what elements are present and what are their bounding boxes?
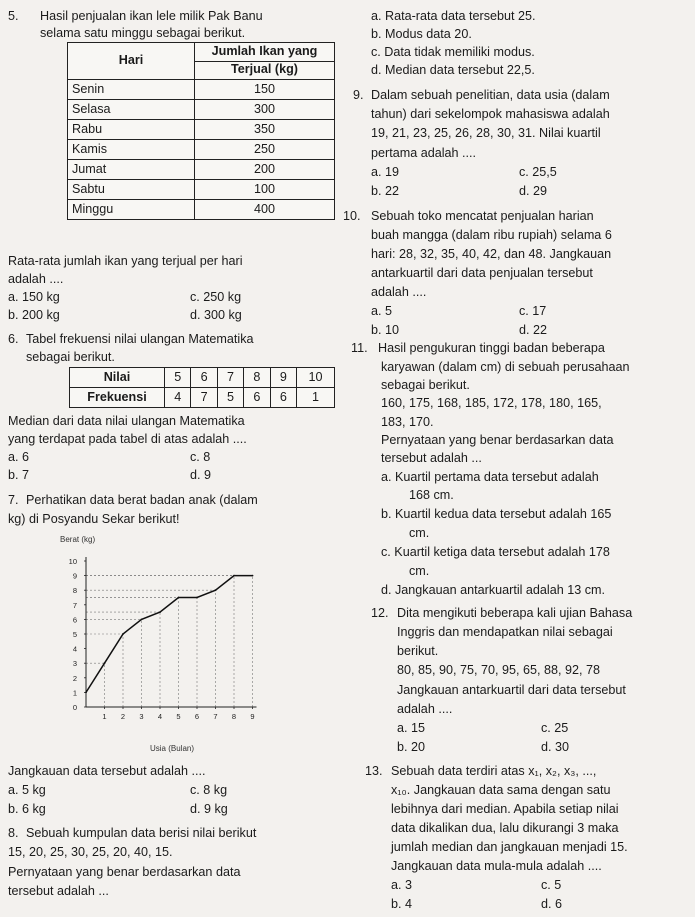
question-text: 19, 21, 23, 25, 26, 28, 30, 31. Nilai kuartil (371, 126, 601, 140)
table-cell: 7 (191, 388, 217, 408)
table-cell: 1 (297, 388, 335, 408)
option-d[interactable]: d. 6 (541, 897, 563, 911)
table-cell: 200 (195, 160, 335, 180)
option-c[interactable]: c. 25,5 (519, 165, 557, 179)
option-c[interactable]: c. 25 (541, 721, 569, 735)
y-tick-label: 2 (72, 673, 77, 683)
y-tick-label: 7 (72, 600, 77, 610)
table-cell: 6 (191, 368, 217, 388)
y-tick-label: 0 (72, 703, 77, 712)
question-number: 10. (343, 209, 361, 223)
option-a[interactable]: a. Rata-rata data tersebut 25. (371, 9, 536, 23)
table-row (70, 388, 335, 408)
question-number: 5. (8, 9, 19, 23)
table-cell: 9 (270, 368, 296, 388)
data-point (178, 597, 180, 599)
option-a[interactable]: a. 19 (371, 165, 400, 179)
option-c[interactable]: c. 250 kg (190, 290, 242, 304)
x-axis-label: Usia (Bulan) (150, 744, 195, 753)
table-header: Hari (68, 43, 195, 80)
option-b[interactable]: b. 10 (371, 323, 400, 337)
table-cell: 5 (217, 388, 243, 408)
question-text: lebihnya dari median. Apabila setiap nilai (391, 802, 619, 816)
y-tick-label: 9 (72, 571, 77, 581)
option-a-cont: 168 cm. (409, 488, 454, 502)
question-text: yang terdapat pada tabel di atas adalah .... (8, 432, 247, 446)
question-text: Pernyataan yang benar berdasarkan data (381, 433, 614, 447)
option-b[interactable]: b. 6 kg (8, 802, 46, 816)
option-c[interactable]: c. 8 kg (190, 783, 228, 797)
question-number: 11. (351, 341, 368, 355)
table-row (68, 160, 335, 180)
question-text: Jangkauan data tersebut adalah .... (8, 764, 206, 778)
data-point (215, 589, 217, 591)
table-cell: 6 (270, 388, 296, 408)
table-row (68, 140, 335, 160)
option-b[interactable]: b. 22 (371, 184, 400, 198)
question-text: tersebut adalah ... (8, 884, 109, 898)
question-number: 7. (8, 493, 19, 507)
table-cell: Sabtu (68, 180, 195, 200)
table-cell: 10 (297, 368, 335, 388)
question-text: Perhatikan data berat badan anak (dalam (26, 493, 258, 507)
question-text: antarkuartil dari data penjualan tersebut (371, 266, 593, 280)
frequency-table (69, 367, 335, 408)
question-text: adalah .... (397, 702, 453, 716)
option-c[interactable]: c. 5 (541, 878, 562, 892)
option-a[interactable]: a. 6 (8, 450, 30, 464)
question-text: Hasil pengukuran tinggi badan beberapa (378, 341, 605, 355)
question-text: x₁₀. Jangkauan data sama dengan satu (391, 783, 611, 797)
option-c[interactable]: c. 8 (190, 450, 211, 464)
question-text: Dita mengikuti beberapa kali ujian Bahasa (397, 606, 633, 620)
question-text: Dalam sebuah penelitian, data usia (dalam (371, 88, 610, 102)
option-b[interactable]: b. 4 (391, 897, 413, 911)
question-text: selama satu minggu sebagai berikut. (40, 26, 246, 40)
question-text: buah mangga (dalam ribu rupiah) selama 6 (371, 228, 612, 242)
option-a[interactable]: a. 5 (371, 304, 393, 318)
x-tick-label: 9 (250, 712, 255, 721)
table-cell: Senin (68, 80, 195, 100)
option-d[interactable]: d. 30 (541, 740, 570, 754)
question-number: 6. (8, 332, 19, 346)
data-point (85, 692, 87, 694)
option-d[interactable]: d. Jangkauan antarkuartil adalah 13 cm. (381, 583, 606, 597)
table-cell: 8 (244, 368, 270, 388)
table-cell: Jumat (68, 160, 195, 180)
question-text: tahun) dari sekelompok mahasiswa adalah (371, 107, 610, 121)
option-b[interactable]: b. 20 (397, 740, 426, 754)
question-text: Median dari data nilai ulangan Matematika (8, 414, 245, 428)
option-b[interactable]: b. 200 kg (8, 308, 60, 322)
x-tick-label: 4 (157, 712, 163, 721)
y-tick-label: 5 (72, 630, 77, 639)
table-row (68, 80, 335, 100)
question-text: pertama adalah .... (371, 146, 477, 160)
table-cell: Rabu (68, 120, 195, 140)
option-a[interactable]: a. 5 kg (8, 783, 46, 797)
option-a[interactable]: a. Kuartil pertama data tersebut adalah (381, 470, 599, 484)
question-number: 12. (371, 606, 389, 620)
data-point (141, 619, 143, 621)
table-cell: 5 (165, 368, 191, 388)
weight-line-chart (58, 530, 258, 755)
option-a[interactable]: a. 150 kg (8, 290, 60, 304)
question-text: Jangkauan data mula-mula adalah .... (391, 859, 602, 873)
question-text: tersebut adalah ... (381, 451, 482, 465)
data-point (252, 575, 254, 577)
table-row (70, 368, 335, 388)
x-tick-label: 5 (176, 712, 181, 721)
question-text: Sebuah toko mencatat penjualan harian (371, 209, 594, 223)
question-text: 15, 20, 25, 30, 25, 20, 40, 15. (8, 845, 173, 859)
y-tick-label: 10 (68, 557, 77, 566)
y-tick-label: 3 (72, 659, 77, 669)
option-d[interactable]: d. 22 (519, 323, 548, 337)
table-row (68, 120, 335, 140)
option-c[interactable]: c. Data tidak memiliki modus. (371, 45, 535, 59)
table-cell: Minggu (68, 200, 195, 220)
question-text: jumlah median dan jangkauan menjadi 15. (391, 840, 628, 854)
data-point (122, 633, 124, 635)
question-number: 8. (8, 826, 19, 840)
table-row (68, 200, 335, 220)
table-header: Nilai (70, 368, 165, 388)
option-c[interactable]: c. 17 (519, 304, 547, 318)
table-cell: 150 (195, 80, 335, 100)
option-b-cont: cm. (409, 526, 430, 540)
y-axis-label: Berat (kg) (60, 535, 96, 544)
y-tick-label: 1 (72, 688, 77, 698)
table-cell: 350 (195, 120, 335, 140)
option-a[interactable]: a. 15 (397, 721, 426, 735)
question-text: kg) di Posyandu Sekar berikut! (8, 512, 180, 526)
option-c-cont: cm. (409, 564, 430, 578)
question-text: berikut. (397, 644, 439, 658)
question-text: 80, 85, 90, 75, 70, 95, 65, 88, 92, 78 (397, 663, 601, 677)
question-number: 13. (365, 764, 383, 778)
table-cell: 300 (195, 100, 335, 120)
table-cell: Kamis (68, 140, 195, 160)
x-tick-label: 8 (231, 712, 237, 721)
table-cell: 100 (195, 180, 335, 200)
question-text: data dikalikan dua, lalu dikurangi 3 maka (391, 821, 619, 835)
table-cell: 7 (217, 368, 243, 388)
data-point (159, 611, 161, 613)
option-d[interactable]: d. 9 kg (190, 802, 228, 816)
table-cell: 4 (165, 388, 191, 408)
question-text: hari: 28, 32, 35, 40, 42, dan 48. Jangkauan (371, 247, 612, 261)
question-text: sebagai berikut. (26, 350, 115, 364)
option-d[interactable]: d. 300 kg (190, 308, 242, 322)
x-tick-label: 7 (213, 712, 218, 721)
option-d[interactable]: d. 9 (190, 468, 212, 482)
option-c[interactable]: c. Kuartil ketiga data tersebut adalah 178 (381, 545, 610, 559)
question-text: adalah .... (8, 272, 64, 286)
table-header: Jumlah Ikan yang (195, 43, 335, 62)
table-cell: 6 (244, 388, 270, 408)
question-number: 9. (353, 88, 364, 102)
option-b[interactable]: b. 7 (8, 468, 30, 482)
data-point (196, 597, 198, 599)
table-cell: 400 (195, 200, 335, 220)
y-tick-label: 8 (72, 586, 77, 596)
question-text: Tabel frekuensi nilai ulangan Matematika (26, 332, 254, 346)
table-row (68, 180, 335, 200)
question-text: karyawan (dalam cm) di sebuah perusahaan (381, 360, 630, 374)
y-tick-label: 6 (72, 615, 77, 625)
x-tick-label: 3 (139, 712, 144, 721)
sales-table (67, 42, 335, 220)
question-text: 160, 175, 168, 185, 172, 178, 180, 165, (381, 396, 602, 410)
x-tick-label: 1 (102, 712, 107, 721)
y-tick-label: 4 (72, 644, 77, 654)
question-text: Jangkauan antarkuartil dari data tersebut (397, 683, 626, 697)
data-point (104, 662, 106, 664)
table-row (68, 100, 335, 120)
question-text: Pernyataan yang benar berdasarkan data (8, 865, 241, 879)
question-text: Sebuah data terdiri atas x₁, x₂, x₃, ..., (391, 764, 597, 778)
option-d[interactable]: d. Median data tersebut 22,5. (371, 63, 535, 77)
question-text: Sebuah kumpulan data berisi nilai berikut (26, 826, 257, 840)
option-b[interactable]: b. Kuartil kedua data tersebut adalah 165 (381, 507, 612, 521)
question-text: adalah .... (371, 285, 427, 299)
question-text: sebagai berikut. (381, 378, 470, 392)
table-cell: Selasa (68, 100, 195, 120)
data-point (233, 575, 235, 577)
table-header: Terjual (kg) (195, 61, 335, 80)
x-tick-label: 6 (194, 712, 200, 721)
option-b[interactable]: b. Modus data 20. (371, 27, 472, 41)
option-d[interactable]: d. 29 (519, 184, 548, 198)
table-header: Frekuensi (70, 388, 165, 408)
option-a[interactable]: a. 3 (391, 878, 413, 892)
x-tick-label: 2 (120, 712, 126, 721)
table-cell: 250 (195, 140, 335, 160)
question-text: Inggris dan mendapatkan nilai sebagai (397, 625, 613, 639)
question-text: 183, 170. (381, 415, 434, 429)
question-text: Hasil penjualan ikan lele milik Pak Banu (40, 9, 263, 23)
question-text: Rata-rata jumlah ikan yang terjual per hari (8, 254, 243, 268)
